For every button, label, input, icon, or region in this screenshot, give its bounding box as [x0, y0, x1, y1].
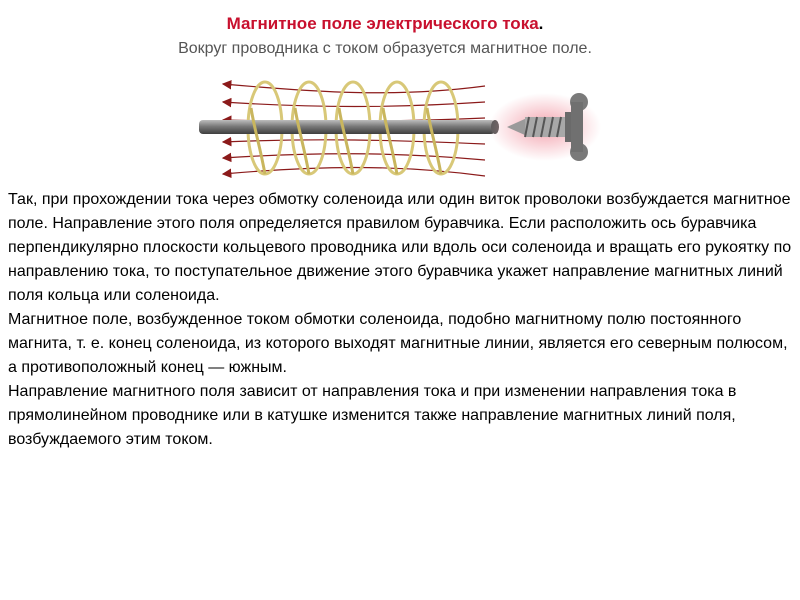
- body-text: [8, 188, 792, 452]
- solenoid-illustration: [195, 72, 605, 184]
- screw-gimlet-icon: [489, 93, 601, 161]
- slide-subtitle: Вокруг проводника с током образуется магнитное поле.: [178, 40, 592, 57]
- slide-title: [0, 14, 770, 34]
- slide-title-text: Магнитное поле электрического тока: [226, 14, 539, 33]
- paragraph-2: Магнитное поле, возбужденное током обмотки соленоида, подобно магнитному полю постоянного магнита, т. е. конец соленоида, из которого выходят магнитные линии, является его северным полюсом, а противоположный конец — южным.: [8, 311, 788, 376]
- slide-title-dot: .: [538, 14, 544, 33]
- paragraph-1: Так, при прохождении тока через обмотку соленоида или один виток проволоки возбуждается магнитное поле. Направление этого поля определяется правилом буравчика. Если расположить ось буравчика перпендикулярно плоскости кольцевого проводника или вдоль оси соленоида и вращать его рукоятку по направлению тока, то поступательное движение этого буравчика укажет направление магнитных линий поля кольца или соленоида.: [8, 191, 792, 304]
- paragraph-3: Направление магнитного поля зависит от направления тока и при изменении направления тока в прямолинейном проводнике или в катушке изменится также направление магнитных линий поля, возбуждаемого этим током.: [8, 383, 737, 448]
- solenoid-figure: [195, 72, 605, 184]
